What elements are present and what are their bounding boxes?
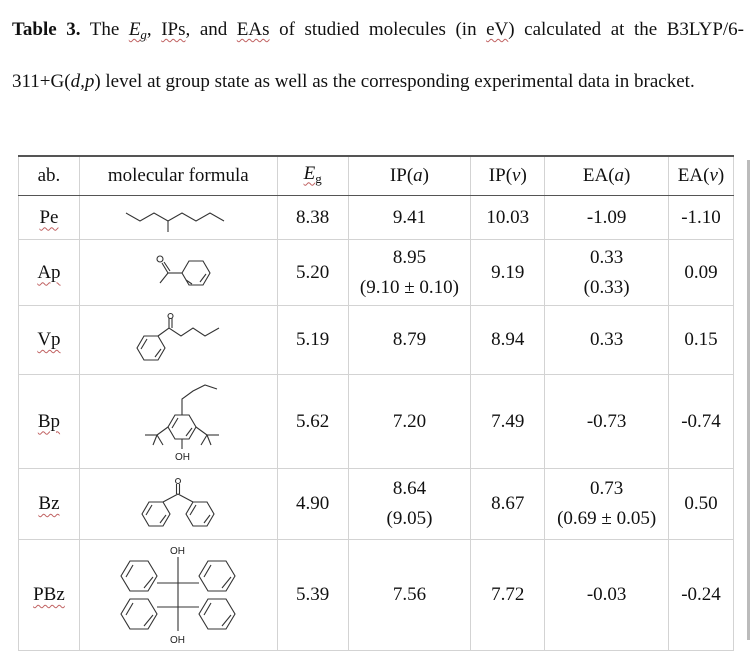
structure-vp xyxy=(79,306,277,375)
cell-ipv: 8.94 xyxy=(471,306,545,375)
table-row xyxy=(19,469,734,540)
table-row xyxy=(19,306,734,375)
cell-ab: Bp xyxy=(19,375,80,469)
caption-text: , and xyxy=(185,19,237,40)
header-eaa: EA(a) xyxy=(545,156,669,196)
caption-text: ) calculated at the B3LYP/6-311+G( xyxy=(12,19,744,92)
header-ipa: IP(a) xyxy=(348,156,471,196)
cell-ab: PBz xyxy=(19,540,80,651)
structure-pe-drawing xyxy=(118,203,238,233)
cell-eaa: -0.73 xyxy=(545,375,669,469)
caption-text: of studied molecules (in xyxy=(269,19,487,40)
cell-eav: 0.15 xyxy=(669,306,734,375)
header-ipv: IP(v) xyxy=(471,156,545,196)
caption-ev: eV xyxy=(486,19,509,40)
cell-ab: Vp xyxy=(19,306,80,375)
cell-ipv: 10.03 xyxy=(471,196,545,240)
cell-ipv: 7.72 xyxy=(471,540,545,651)
structure-bp xyxy=(79,375,277,469)
cell-eg: 5.62 xyxy=(277,375,348,469)
structure-bz-drawing xyxy=(128,476,228,532)
cell-ab: Ap xyxy=(19,240,80,306)
cell-eaa: 0.33 (0.33) xyxy=(545,240,669,306)
cell-eg: 4.90 xyxy=(277,469,348,540)
header-ab: ab. xyxy=(19,156,80,196)
cell-ipa: 8.64 (9.05) xyxy=(348,469,471,540)
cell-ipv: 9.19 xyxy=(471,240,545,306)
table-row xyxy=(19,540,734,651)
caption-text: ) level at group state as well as the corresponding experimental data in bracket. xyxy=(94,71,695,92)
cell-eav: -0.24 xyxy=(669,540,734,651)
oh-label: OH xyxy=(170,546,186,557)
header-row xyxy=(19,156,734,196)
caption-eas: EAs xyxy=(236,19,270,40)
table-row xyxy=(19,240,734,306)
cell-ipa: 7.20 xyxy=(348,375,471,469)
cell-eav: 0.50 xyxy=(669,469,734,540)
table-row xyxy=(19,375,734,469)
cell-eaa: -1.09 xyxy=(545,196,669,240)
cell-eaa: -0.03 xyxy=(545,540,669,651)
cell-ipa: 7.56 xyxy=(348,540,471,651)
structure-vp-drawing xyxy=(123,312,233,368)
cell-eg: 8.38 xyxy=(277,196,348,240)
cell-eav: -0.74 xyxy=(669,375,734,469)
data-table xyxy=(18,155,734,651)
structure-pbz-drawing xyxy=(113,543,243,647)
structure-pbz xyxy=(79,540,277,651)
structure-bz xyxy=(79,469,277,540)
table-caption xyxy=(12,6,744,105)
header-eg: $E_g$ xyxy=(277,156,348,196)
cell-eaa: 0.33 xyxy=(545,306,669,375)
cell-eav: -1.10 xyxy=(669,196,734,240)
caption-text: The xyxy=(80,19,129,40)
cell-eaa: 0.73 (0.69 ± 0.05) xyxy=(545,469,669,540)
cell-ipa: 8.95 (9.10 ± 0.10) xyxy=(348,240,471,306)
cell-ab: Pe xyxy=(19,196,80,240)
cell-eg: 5.20 xyxy=(277,240,348,306)
cell-ipa: 9.41 xyxy=(348,196,471,240)
header-eav: EA(v) xyxy=(669,156,734,196)
table-row xyxy=(19,196,734,240)
cell-eav: 0.09 xyxy=(669,240,734,306)
caption-eg: $E_g$ xyxy=(128,19,147,42)
structure-ap-drawing xyxy=(138,251,218,295)
structure-ap xyxy=(79,240,277,306)
caption-basis: d,p xyxy=(70,71,95,92)
caption-label: Table 3. xyxy=(12,19,81,40)
cell-eg: 5.19 xyxy=(277,306,348,375)
cell-ipv: 8.67 xyxy=(471,469,545,540)
structure-pe xyxy=(79,196,277,240)
cell-ipa: 8.79 xyxy=(348,306,471,375)
oh-label: OH xyxy=(175,451,191,463)
structure-bp-drawing xyxy=(123,379,233,465)
cell-ab: Bz xyxy=(19,469,80,540)
caption-ips: IPs xyxy=(161,19,186,40)
cell-ipv: 7.49 xyxy=(471,375,545,469)
oh-label: OH xyxy=(170,635,186,646)
caption-text: , xyxy=(146,19,162,40)
header-formula: molecular formula xyxy=(79,156,277,196)
cell-eg: 5.39 xyxy=(277,540,348,651)
